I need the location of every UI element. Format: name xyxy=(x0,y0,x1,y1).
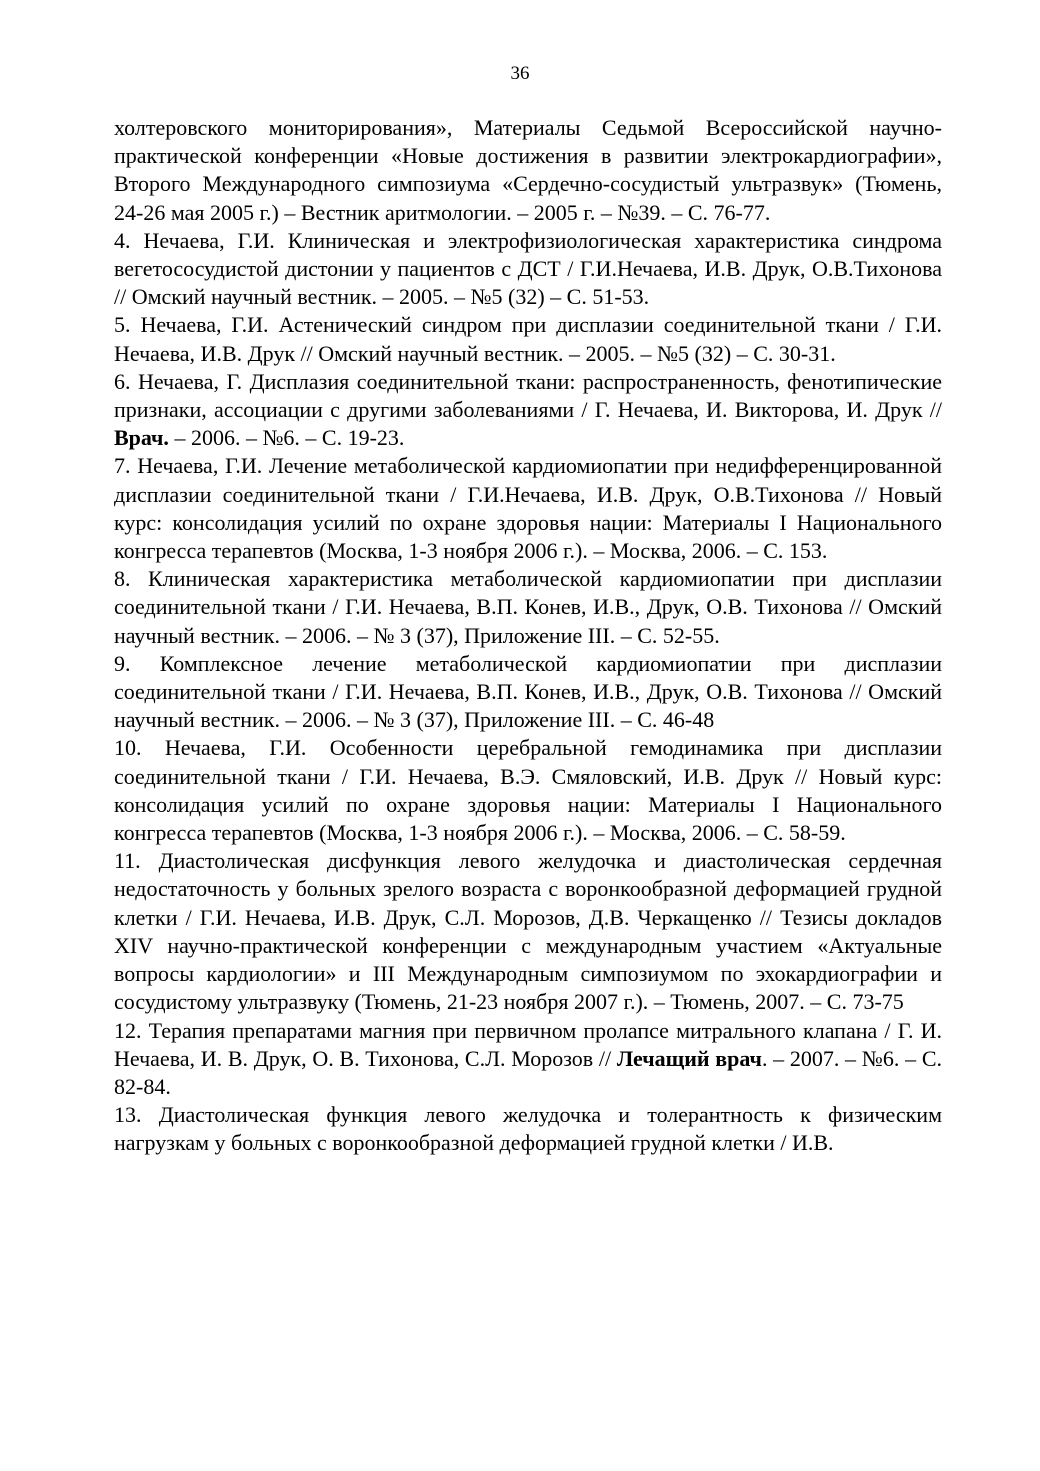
reference-text: 12. Терапия препаратами магния при первичном пролапсе митрального клапана / Г. И. Нечаева, И. В. Друк, О. В. Тихонова, С.Л. Морозов // xyxy=(114,1017,942,1071)
journal-title: Врач. xyxy=(114,425,169,451)
page-number: 36 xyxy=(510,63,530,84)
reference-entry xyxy=(114,565,942,650)
reference-text: 10. Нечаева, Г.И. Особенности церебральной гемодинамика при дисплазии соединительной ткани / Г.И. Нечаева, В.Э. Смяловский, И.В. Друк // Новый курс: консолидация усилий по охране здоровья нации: Материалы I Национального конгресса терапевтов (Москва, 1-3 ноября 2006 г.). – Москва, 2006. – С. 58-59. xyxy=(114,735,942,846)
reference-entry xyxy=(114,311,942,367)
reference-text: . – 2007. – №6. – С. 82-84. xyxy=(114,1045,942,1099)
reference-text: 9. Комплексное лечение метаболической кардиомиопатии при дисплазии соединительной ткани / Г.И. Нечаева, В.П. Конев, И.В., Друк, О.В. Тихонова // Омский научный вестник. – 2006. – № 3 (37), Приложение III. – С. 46-48 xyxy=(114,650,942,733)
reference-entry xyxy=(114,847,942,1016)
reference-text: 4. Нечаева, Г.И. Клиническая и электрофизиологическая характеристика синдрома вегетососудистой дистонии у пациентов с ДСТ / Г.И.Нечаева, И.В. Друк, О.В.Тихонова // Омский научный вестник. – 2005. – №5 (32) – С. 51-53. xyxy=(114,227,942,310)
reference-text: 5. Нечаева, Г.И. Астенический синдром при дисплазии соединительной ткани / Г.И. Нечаева, И.В. Друк // Омский научный вестник. – 2005. – №5 (32) – С. 30-31. xyxy=(114,312,942,366)
reference-list xyxy=(114,114,942,1158)
reference-entry xyxy=(114,452,942,565)
reference-entry xyxy=(114,368,942,453)
reference-entry xyxy=(114,227,942,312)
reference-entry xyxy=(114,650,942,735)
reference-text: – 2006. – №6. – С. 19-23. xyxy=(168,425,405,451)
reference-text: холтеровского мониторирования», Материалы Седьмой Всероссийской научно-практической конференции «Новые достижения в развитии электрокардиографии», Второго Международного симпозиума «Сердечно-сосудистый ультразвук» (Тюмень, 24-26 мая 2005 г.) – Вестник аритмологии. – 2005 г. – №39. – С. 76-77. xyxy=(114,115,942,225)
reference-entry xyxy=(114,734,942,847)
journal-title: Лечащий врач xyxy=(616,1045,762,1071)
reference-entry xyxy=(114,114,942,227)
reference-entry xyxy=(114,1017,942,1102)
reference-text: 11. Диастолическая дисфункция левого желудочка и диастолическая сердечная недостаточность у больных зрелого возраста с воронкообразной деформацией грудной клетки / Г.И. Нечаева, И.В. Друк, С.Л. Морозов, Д.В. Черкащенко // Тезисы докладов XIV научно-практической конференции с международным участием «Актуальные вопросы кардиологии» и III Международным симпозиумом по эхокардиографии и сосудистому ультразвуку (Тюмень, 21-23 ноября 2007 г.). – Тюмень, 2007. – С. 73-75 xyxy=(114,848,942,1015)
reference-text: 8. Клиническая характеристика метаболической кардиомиопатии при дисплазии соединительной ткани / Г.И. Нечаева, В.П. Конев, И.В., Друк, О.В. Тихонова // Омский научный вестник. – 2006. – № 3 (37), Приложение III. – С. 52-55. xyxy=(114,566,942,648)
reference-entry xyxy=(114,1101,942,1157)
reference-text: 6. Нечаева, Г. Дисплазия соединительной ткани: распространенность, фенотипические признаки, ассоциации с другими заболеваниями / Г. Нечаева, И. Викторова, И. Друк // xyxy=(114,368,942,423)
reference-text: 13. Диастолическая функция левого желудочка и толерантность к физическим нагрузкам у больных с воронкообразной деформацией грудной клетки / И.В. xyxy=(114,1102,942,1156)
reference-text: 7. Нечаева, Г.И. Лечение метаболической кардиомиопатии при недифференцированной дисплазии соединительной ткани / Г.И.Нечаева, И.В. Друк, О.В.Тихонова // Новый курс: консолидация усилий по охране здоровья нации: Материалы I Национального конгресса терапевтов (Москва, 1-3 ноября 2006 г.). – Москва, 2006. – С. 153. xyxy=(114,453,942,564)
